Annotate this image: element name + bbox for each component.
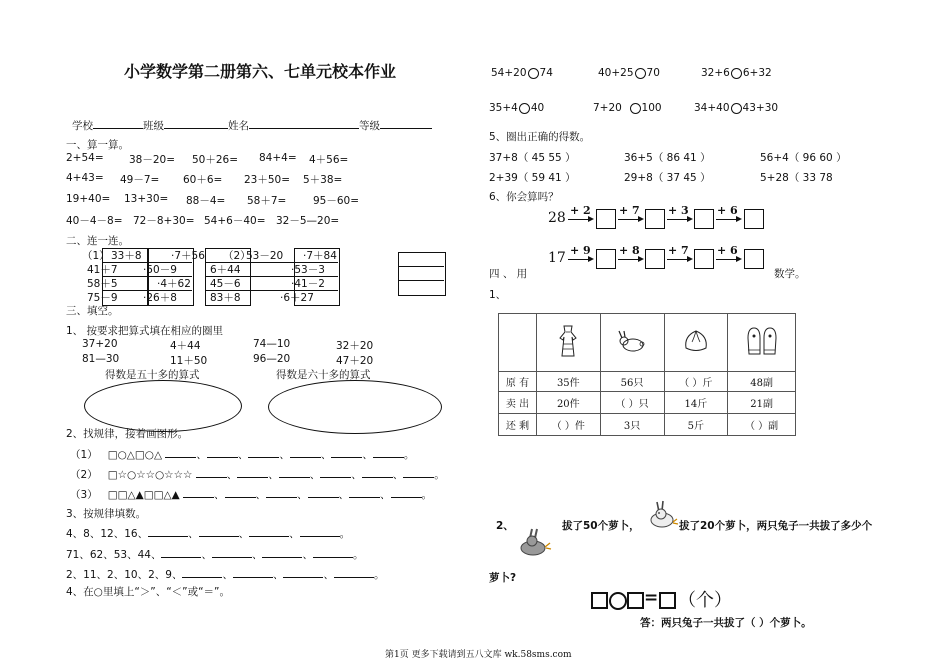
expr-0-1: 4＋44	[170, 340, 201, 352]
sequence-3: 2、11、2、10、2、9、 、 、 、 。	[66, 566, 384, 582]
blank[interactable]	[249, 525, 289, 537]
compare-3	[701, 67, 772, 79]
calc-r1c3: 23＋50=	[244, 174, 291, 186]
answer-line: 答：两只兔子一共拔了（ ）个萝卜。	[640, 617, 812, 629]
chain1-op1: + 7	[619, 204, 640, 217]
compare-circle[interactable]	[731, 68, 742, 79]
arrow	[618, 219, 638, 220]
pattern-2-shapes: □☆○☆☆○☆☆☆	[107, 469, 193, 481]
grade-blank[interactable]	[380, 117, 432, 129]
pattern-1-label: （1）	[70, 449, 98, 461]
cell-gloves-remaining[interactable]: （ ）副	[728, 414, 796, 436]
arrow-head	[638, 216, 644, 222]
chain2-op0: + 9	[570, 244, 591, 257]
blank[interactable]	[148, 525, 188, 537]
blank[interactable]	[283, 566, 323, 578]
blank[interactable]	[290, 446, 321, 458]
class-label: 班级	[143, 120, 164, 132]
expr-1-2: 96—20	[253, 353, 291, 365]
cell-dress-sold: 20件	[537, 392, 601, 414]
compare-6	[694, 102, 778, 114]
calc-r1c0: 4+43=	[66, 172, 104, 184]
match-left-label: （1）	[82, 250, 110, 262]
pattern-1-row: （1） □○△□○△ 、 、 、 、 、 。	[70, 446, 414, 462]
compare-circle[interactable]	[731, 103, 742, 114]
calc-r3c0: 40－4－8=	[66, 215, 123, 227]
blank[interactable]	[225, 486, 256, 498]
grade-label: 等级	[359, 120, 380, 132]
pattern-3-shapes: □□△▲□□△▲	[107, 489, 180, 501]
arrow	[568, 219, 588, 220]
cell-rabbit-original: 56只	[600, 372, 664, 392]
cell-dress-remaining[interactable]: （ ）件	[537, 414, 601, 436]
calc-r3c3: 32－5—20=	[276, 215, 340, 227]
expr-1-3: 47＋20	[336, 355, 374, 367]
compare-right: 74	[539, 67, 553, 79]
blank[interactable]	[308, 486, 339, 498]
chain1-start: 28	[548, 210, 566, 226]
chain2-op1: + 8	[619, 244, 640, 257]
divider	[398, 280, 444, 281]
cell-gloves-original: 48副	[728, 372, 796, 392]
arrow	[667, 219, 687, 220]
match-l1-1[interactable]: 41＋7	[87, 264, 118, 276]
table-header-dress	[537, 314, 601, 372]
calc-r1c1: 49－7=	[120, 174, 160, 186]
calc-r3c1: 72－8+30=	[133, 215, 195, 227]
sequence-1: 4、8、12、16、 、 、 、 。	[66, 525, 350, 541]
name-label: 姓名	[228, 120, 249, 132]
school-row	[72, 117, 432, 133]
calc-r2c0: 19+40=	[66, 193, 111, 205]
q5-r1c2[interactable]: 5+28（ 33 78	[760, 172, 833, 184]
sequence-2: 71、62、53、44、 、 、 、 。	[66, 546, 363, 562]
compare-left: 7+20	[593, 102, 622, 114]
arrow-head	[736, 216, 742, 222]
section3-heading: 三、填空。	[66, 305, 119, 317]
page-title: 小学数学第二册第六、七单元校本作业	[124, 62, 397, 81]
equation-unit: （个）	[678, 590, 732, 611]
compare-left: 40+25	[598, 67, 634, 79]
cell-rabbit-sold[interactable]: （ ）只	[600, 392, 664, 414]
match-l1-2[interactable]: 58＋5	[87, 278, 118, 290]
pattern-2-label: （2）	[70, 469, 98, 481]
blank[interactable]	[403, 466, 434, 478]
blank[interactable]	[349, 486, 380, 498]
equation-box-2[interactable]	[627, 592, 644, 609]
match-l2-0[interactable]: ·7＋56	[171, 250, 205, 262]
compare-right: 70	[646, 67, 660, 79]
period: 。	[339, 528, 351, 540]
inventory-table	[498, 313, 796, 436]
calc-r0c2: 50＋26=	[192, 154, 239, 166]
chain1-box-4[interactable]	[744, 209, 764, 229]
bun-icon	[683, 328, 709, 354]
calc-r0c1: 38－20=	[129, 154, 176, 166]
blank[interactable]	[334, 566, 374, 578]
fill-q2: 2、找规律，接着画图形。	[66, 428, 189, 440]
blank[interactable]	[279, 466, 310, 478]
calc-r2c2: 88－4=	[186, 195, 226, 207]
table-header-rabbit	[600, 314, 664, 372]
expr-0-0: 37+20	[82, 338, 118, 350]
chain1-op0: + 2	[570, 204, 591, 217]
calc-r2c1: 13+30=	[124, 193, 169, 205]
blank[interactable]	[300, 525, 340, 537]
blank[interactable]	[183, 486, 214, 498]
arrow-head	[736, 256, 742, 262]
q5-r1c0[interactable]: 2+39（ 59 41 ）	[489, 172, 576, 184]
compare-left: 32+6	[701, 67, 730, 79]
chain2-start: 17	[548, 250, 566, 266]
table-corner	[499, 314, 537, 372]
arrow-head	[588, 216, 594, 222]
arrow	[568, 259, 588, 260]
compare-circle[interactable]	[630, 103, 641, 114]
period: 。	[373, 569, 385, 581]
chain1-box-1[interactable]	[596, 209, 616, 229]
compare-left: 35+4	[489, 102, 518, 114]
chain2-box-3[interactable]	[694, 249, 714, 269]
chain2-box-4[interactable]	[744, 249, 764, 269]
match-r1-3[interactable]: 83＋8	[210, 292, 241, 304]
blank[interactable]	[266, 486, 297, 498]
chain1-box-2[interactable]	[645, 209, 665, 229]
expr-1-1: 11＋50	[170, 355, 208, 367]
pattern-2-row: （2） □☆○☆☆○☆☆☆ 、 、 、 、 、 。	[70, 466, 445, 482]
chain2-box-2[interactable]	[645, 249, 665, 269]
blank[interactable]	[313, 546, 353, 558]
period: 。	[421, 489, 433, 501]
arrow-head	[687, 216, 693, 222]
pattern-1-shapes: □○△□○△	[107, 449, 163, 461]
equals-sign: =	[644, 588, 659, 608]
expr-0-2: 74—10	[253, 338, 291, 350]
blank[interactable]	[262, 546, 302, 558]
sequence-1-start: 4、8、12、16、	[66, 528, 149, 540]
problem2-text-b: 拔了20个萝卜，两只兔子一共拔了多少个	[679, 520, 873, 532]
cell-bun-remaining: 5斤	[664, 414, 728, 436]
problem2-number: 2、	[496, 520, 514, 532]
blank[interactable]	[207, 446, 238, 458]
school-label: 学校	[72, 120, 93, 132]
equation-operator-circle[interactable]	[609, 592, 627, 610]
calc-r0c3: 84+4=	[259, 152, 297, 164]
problem2-text-c: 萝卜?	[489, 572, 517, 584]
arrow-head	[687, 256, 693, 262]
match-r2-2[interactable]: ·41－2	[291, 278, 325, 290]
arrow-head	[638, 256, 644, 262]
cell-gloves-sold: 21副	[728, 392, 796, 414]
match-r1-2[interactable]: 45－6	[210, 278, 241, 290]
expr-1-0: 81—30	[82, 353, 120, 365]
q5-r0c2[interactable]: 56+4（ 96 60 ）	[760, 152, 847, 164]
equation-result-box[interactable]	[659, 592, 676, 609]
blank[interactable]	[320, 466, 351, 478]
class-blank[interactable]	[164, 117, 228, 129]
section4-q1: 1、	[489, 289, 507, 301]
match-right-label: （2）	[223, 250, 251, 262]
chain1-op2: + 3	[668, 204, 689, 217]
row-label-remaining: 还 剩	[499, 414, 537, 436]
dress-icon	[557, 324, 579, 358]
fill-q1: 1、 按要求把算式填在相应的圈里	[66, 325, 224, 337]
blank[interactable]	[391, 486, 422, 498]
blank[interactable]	[196, 466, 227, 478]
calc-r0c4: 4＋56=	[309, 154, 349, 166]
row-label-sold: 卖 出	[499, 392, 537, 414]
footer: 第1页 更多下载请到五八文库 wk.58sms.com	[385, 650, 572, 660]
match-r2-3[interactable]: ·6＋27	[280, 292, 314, 304]
q5-heading: 5、圈出正确的得数。	[489, 131, 591, 143]
match-l2-1[interactable]: ·50－9	[143, 264, 177, 276]
rabbit-icon	[517, 527, 553, 557]
match-l2-3[interactable]: ·26＋8	[143, 292, 177, 304]
section4-heading-a: 四 、 用	[489, 268, 528, 280]
label-fifties: 得数是五十多的算式	[105, 369, 200, 381]
rabbit-one	[645, 500, 679, 534]
sequence-2-start: 71、62、53、44、	[66, 549, 162, 561]
problem2-text-a: 拔了50个萝卜，	[562, 520, 640, 532]
calc-r1c4: 5＋38=	[303, 174, 343, 186]
compare-1	[491, 67, 553, 79]
chain1-box-3[interactable]	[694, 209, 714, 229]
chain2-box-1[interactable]	[596, 249, 616, 269]
period: 。	[352, 549, 364, 561]
arrow-head	[588, 256, 594, 262]
calc-r1c2: 60＋6=	[183, 174, 223, 186]
q5-r0c1[interactable]: 36+5（ 86 41 ）	[624, 152, 711, 164]
match-r1-1[interactable]: 6＋44	[210, 264, 241, 276]
compare-5	[593, 102, 662, 114]
chain2-op2: + 7	[668, 244, 689, 257]
sequence-3-start: 2、11、2、10、2、9、	[66, 569, 183, 581]
match-r2-0[interactable]: ·7＋84	[303, 250, 337, 262]
row-label-original: 原 有	[499, 372, 537, 392]
blank[interactable]	[373, 446, 404, 458]
school-blank[interactable]	[93, 117, 143, 129]
blank[interactable]	[233, 566, 273, 578]
cell-rabbit-remaining: 3只	[600, 414, 664, 436]
match-r2-1[interactable]: ·53－3	[291, 264, 325, 276]
compare-left: 34+40	[694, 102, 730, 114]
section4-heading-b: 数学。	[774, 268, 806, 280]
blank[interactable]	[248, 446, 279, 458]
chain1-op3: + 6	[717, 204, 738, 217]
q5-r0c0[interactable]: 37+8（ 45 55 ）	[489, 152, 576, 164]
compare-circle[interactable]	[635, 68, 646, 79]
period: 。	[434, 469, 445, 481]
compare-right: 40	[530, 102, 545, 114]
arrow	[667, 259, 687, 260]
calc-r0c0: 2+54=	[66, 152, 104, 164]
compare-circle[interactable]	[519, 103, 530, 114]
expr-0-3: 32＋20	[336, 340, 374, 352]
cell-dress-original: 35件	[537, 372, 601, 392]
cell-bun-original[interactable]: （ ）斤	[664, 372, 728, 392]
blank[interactable]	[165, 446, 196, 458]
divider	[398, 266, 444, 267]
compare-right: 100	[641, 102, 662, 114]
match-l1-3[interactable]: 75－9	[87, 292, 118, 304]
blank[interactable]	[161, 546, 201, 558]
compare-right: 43+30	[742, 102, 779, 114]
gloves-icon	[746, 324, 778, 358]
match-l2-2[interactable]: ·4＋62	[157, 278, 191, 290]
calc-r2c4: 95－60=	[313, 195, 360, 207]
name-blank[interactable]	[249, 117, 359, 129]
fill-q3: 3、按规律填数。	[66, 508, 147, 520]
table-header-gloves	[728, 314, 796, 372]
compare-right: 6+32	[742, 67, 772, 79]
compare-left: 54+20	[491, 67, 527, 79]
blank[interactable]	[182, 566, 222, 578]
arrow	[618, 259, 638, 260]
blank[interactable]	[237, 466, 268, 478]
compare-circle[interactable]	[528, 68, 539, 79]
chain2-op3: + 6	[717, 244, 738, 257]
pattern-3-label: （3）	[70, 489, 98, 501]
cell-bun-sold: 14斤	[664, 392, 728, 414]
equation-box-1[interactable]	[591, 592, 608, 609]
q6-heading: 6、你会算吗？	[489, 191, 559, 203]
empty-stack-box	[398, 252, 446, 296]
table-header-bun	[664, 314, 728, 372]
blank[interactable]	[199, 525, 239, 537]
section2-heading: 二、连一连。	[66, 235, 129, 247]
calc-r3c2: 54+6－40=	[204, 215, 266, 227]
rabbit-two	[517, 527, 553, 561]
match-r1-0[interactable]: 53－20	[246, 250, 284, 262]
label-sixties: 得数是六十多的算式	[276, 369, 371, 381]
blank[interactable]	[212, 546, 252, 558]
compare-4	[489, 102, 544, 114]
period: 。	[403, 449, 415, 461]
sixties-circle[interactable]	[268, 380, 442, 434]
section1-heading: 一、算一算。	[66, 139, 129, 151]
match-l1-0[interactable]: 33＋8	[111, 250, 142, 262]
fill-q4: 4、在○里填上“＞”、“＜”或“＝”。	[66, 586, 230, 598]
rabbit-icon	[645, 500, 679, 530]
rabbit-icon	[616, 330, 648, 352]
compare-2	[598, 67, 660, 79]
arrow	[716, 259, 736, 260]
calc-r2c3: 58＋7=	[247, 195, 287, 207]
blank[interactable]	[331, 446, 362, 458]
q5-r1c1[interactable]: 29+8（ 37 45 ）	[624, 172, 711, 184]
blank[interactable]	[362, 466, 393, 478]
pattern-3-row: （3） □□△▲□□△▲ 、 、 、 、 、 。	[70, 486, 432, 502]
fifties-circle[interactable]	[84, 380, 242, 432]
arrow	[716, 219, 736, 220]
